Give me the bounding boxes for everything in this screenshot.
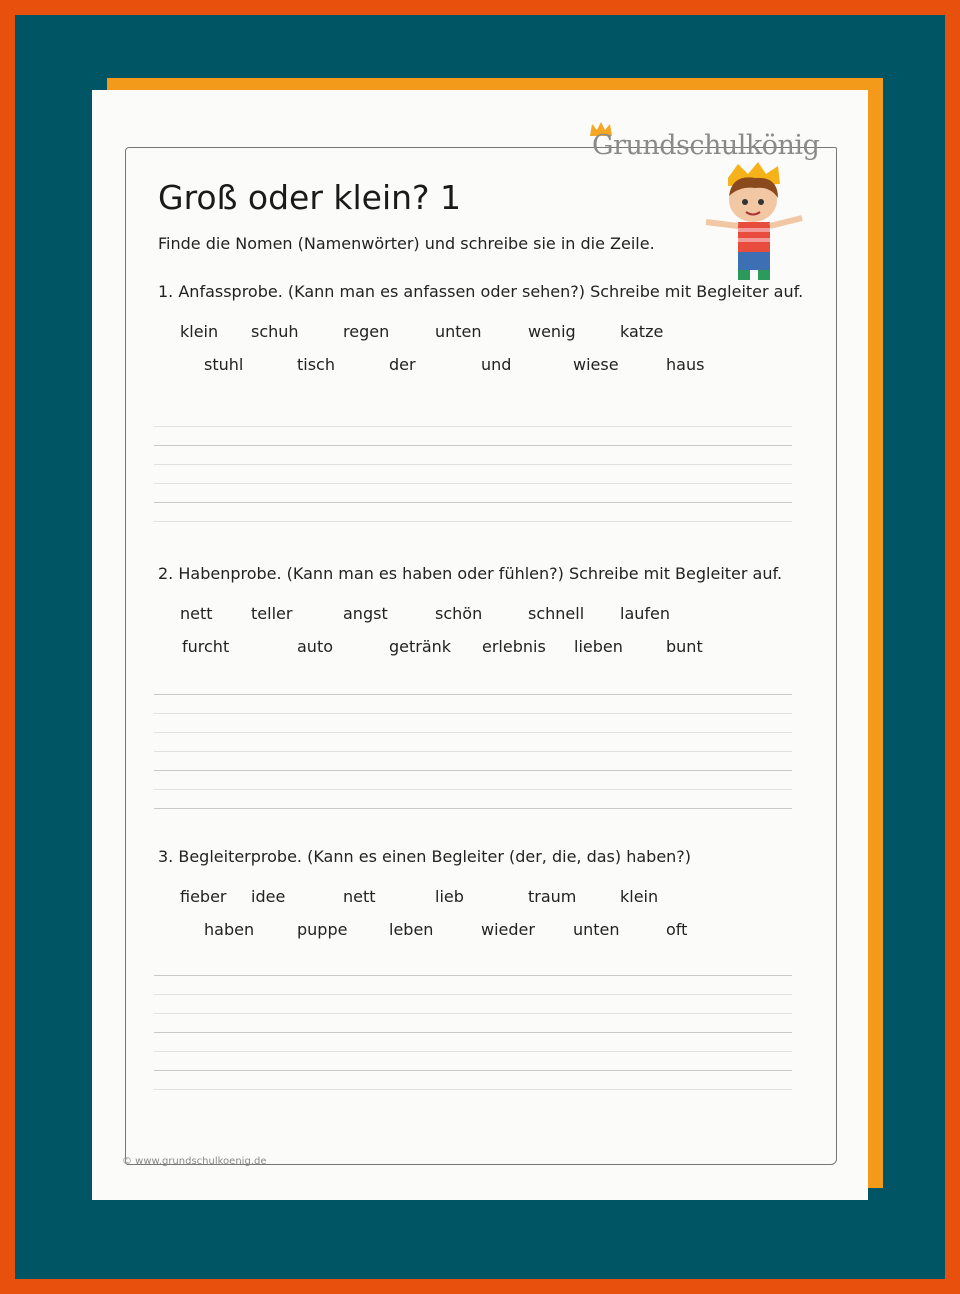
- word: bunt: [666, 637, 703, 656]
- word: nett: [180, 604, 213, 623]
- writing-lines-1[interactable]: [154, 408, 792, 522]
- word: regen: [343, 322, 390, 341]
- word: schön: [435, 604, 483, 623]
- word: erlebnis: [482, 637, 546, 656]
- word: stuhl: [204, 355, 244, 374]
- word: wiese: [573, 355, 619, 374]
- word: furcht: [182, 637, 230, 656]
- word: schnell: [528, 604, 585, 623]
- footer-copyright: © www.grundschulkoenig.de: [122, 1156, 267, 1167]
- word: unten: [435, 322, 482, 341]
- word: haben: [204, 920, 255, 939]
- writing-lines-2[interactable]: [154, 676, 792, 809]
- word: und: [481, 355, 512, 374]
- word: puppe: [297, 920, 348, 939]
- word: auto: [297, 637, 334, 656]
- word: haus: [666, 355, 705, 374]
- worksheet: [92, 90, 868, 1200]
- word: laufen: [620, 604, 671, 623]
- word: leben: [389, 920, 434, 939]
- task-3: 3. Begleiterprobe. (Kann es einen Begleiter (der, die, das) haben?): [158, 847, 692, 866]
- word: unten: [573, 920, 620, 939]
- page-title: Groß oder klein? 1: [158, 178, 462, 217]
- word: klein: [620, 887, 659, 906]
- word: lieben: [574, 637, 623, 656]
- word: schuh: [251, 322, 299, 341]
- word: wenig: [528, 322, 576, 341]
- word: idee: [251, 887, 286, 906]
- word: tisch: [297, 355, 335, 374]
- instruction: Finde die Nomen (Namenwörter) und schreibe sie in die Zeile.: [158, 234, 655, 253]
- word: klein: [180, 322, 219, 341]
- boy-illustration-icon: [700, 162, 810, 282]
- word: fieber: [180, 887, 227, 906]
- word: angst: [343, 604, 388, 623]
- word: oft: [666, 920, 688, 939]
- word: traum: [528, 887, 577, 906]
- word: lieb: [435, 887, 464, 906]
- word: nett: [343, 887, 376, 906]
- writing-lines-3[interactable]: [154, 957, 792, 1090]
- word: teller: [251, 604, 293, 623]
- word: der: [389, 355, 416, 374]
- task-1: 1. Anfassprobe. (Kann man es anfassen oder sehen?) Schreibe mit Begleiter auf.: [158, 282, 804, 301]
- word: katze: [620, 322, 664, 341]
- word: wieder: [481, 920, 535, 939]
- logo: Grundschulkönig: [592, 130, 820, 161]
- task-2: 2. Habenprobe. (Kann man es haben oder fühlen?) Schreibe mit Begleiter auf.: [158, 564, 783, 583]
- word: getränk: [389, 637, 452, 656]
